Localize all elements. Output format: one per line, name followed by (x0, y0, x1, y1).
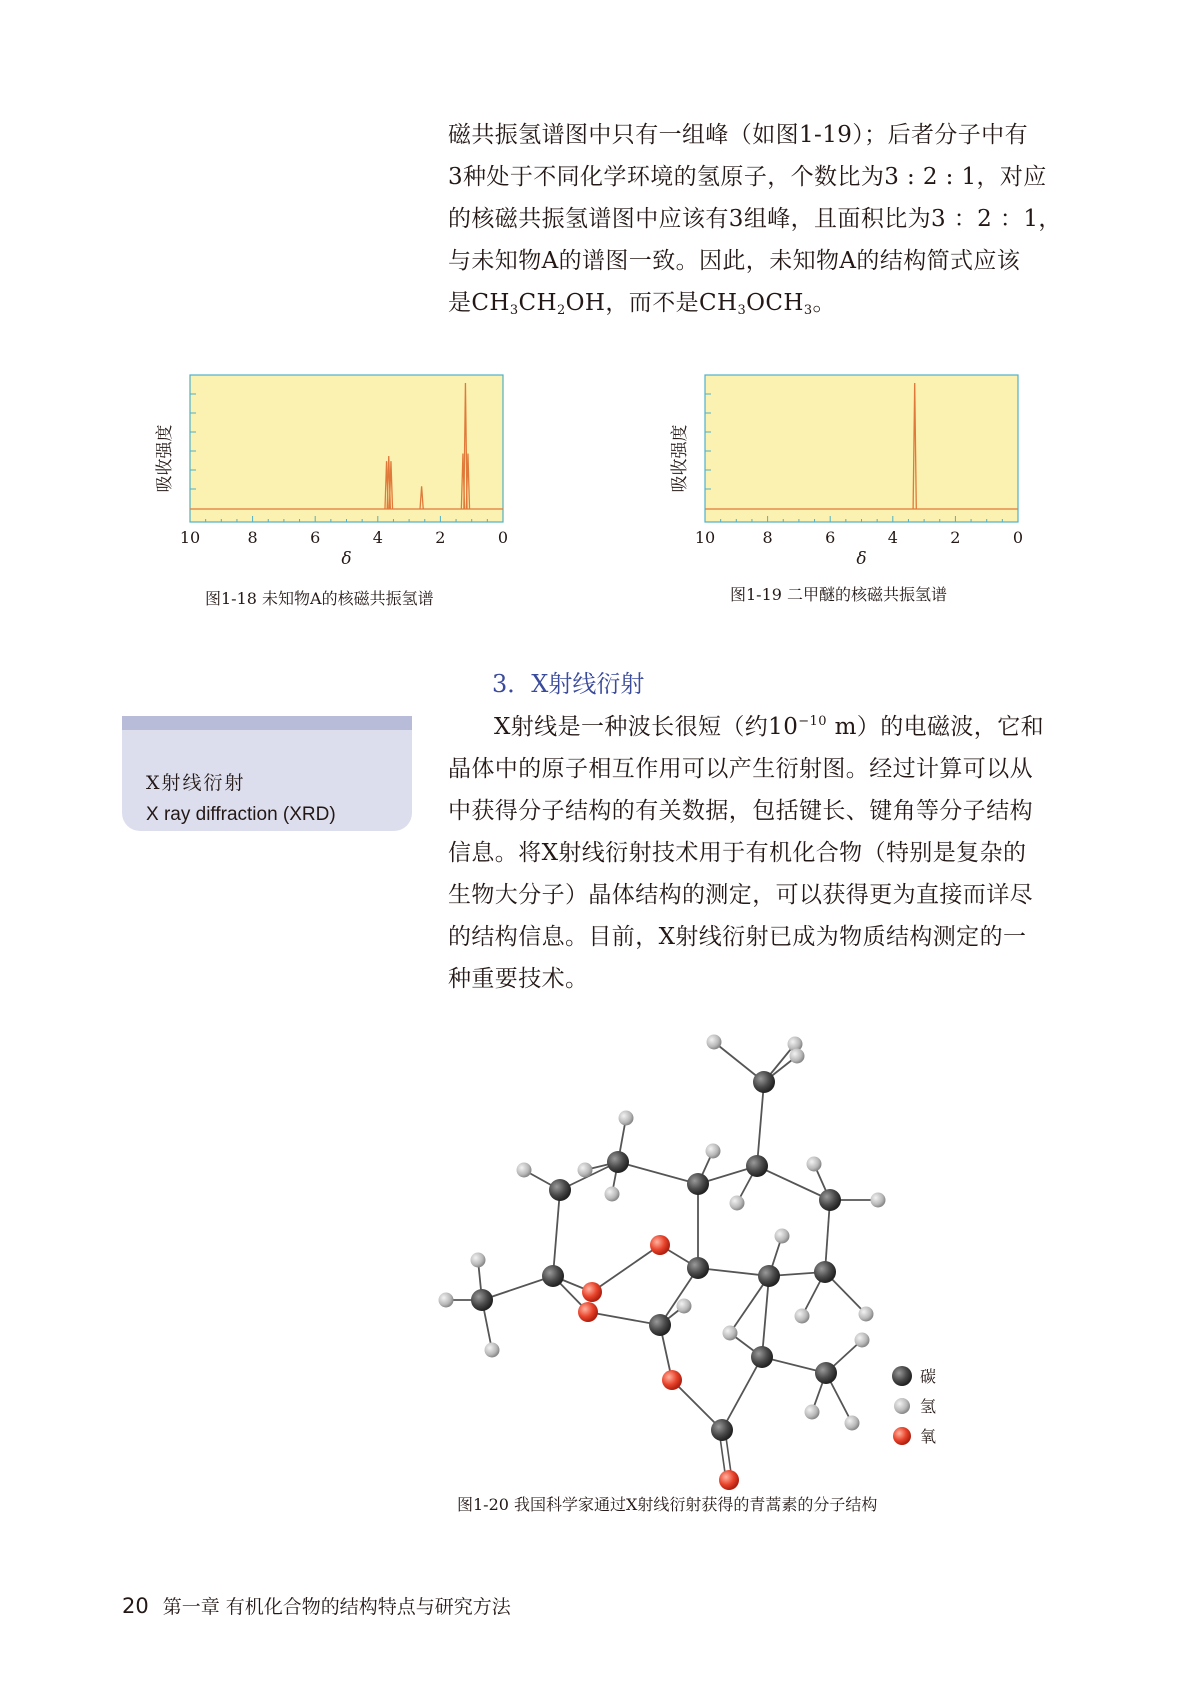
nmr-chart-dimethyl-ether (665, 365, 1035, 575)
carbon-atom (549, 1179, 571, 1201)
carbon-atom (687, 1173, 709, 1195)
carbon-atom (758, 1265, 780, 1287)
x-tick-label: 0 (1012, 528, 1024, 547)
x-tick-label: 8 (762, 528, 773, 547)
exponent: −10 (798, 714, 827, 729)
carbon-atom (607, 1151, 629, 1173)
x-tick-label: 8 (247, 528, 258, 547)
xrd-line: 生物大分子）晶体结构的测定，可以获得更为直接而详尽 (448, 882, 1033, 908)
hydrogen-atom (619, 1111, 634, 1126)
hydrogen-atom (845, 1416, 860, 1431)
nmr-chart-unknown-a (150, 365, 520, 575)
carbon-atom (471, 1289, 493, 1311)
figure-caption-1-18: 图1-18 未知物A的核磁共振氢谱 (205, 589, 434, 608)
x-tick-label: 2 (950, 528, 961, 547)
carbon-atom (687, 1257, 709, 1279)
xrd-line: 的结构信息。目前，X射线衍射已成为物质结构测定的一 (448, 924, 1027, 950)
intro-line: 的核磁共振氢谱图中应该有3组峰，且面积比为3 ：2 ：1， (448, 206, 1062, 232)
carbon-atom (814, 1261, 836, 1283)
bond (762, 1276, 769, 1357)
oxygen-atom (578, 1302, 598, 1322)
carbon-atom (649, 1314, 671, 1336)
xrd-line: 信息。将X射线衍射技术用于有机化合物（特别是复杂的 (448, 840, 1027, 866)
x-tick-label: 6 (825, 528, 836, 547)
carbon-atom (819, 1189, 841, 1211)
carbon-atom (542, 1265, 564, 1287)
y-axis-label: 吸收强度 (670, 424, 690, 493)
intro-line: 与未知物A的谱图一致。因此，未知物A的结构简式应该 (448, 248, 1021, 274)
hydrogen-atom (439, 1293, 454, 1308)
molecule-legend (892, 1366, 936, 1446)
hydrogen-atom (807, 1157, 822, 1172)
bond (757, 1082, 764, 1166)
hydrogen-atom (485, 1343, 500, 1358)
oxygen-atom (662, 1370, 682, 1390)
x-tick-label: 6 (310, 528, 321, 547)
figure-caption-1-20: 图1-20 我国科学家通过X射线衍射获得的青蒿素的分子结构 (457, 1495, 878, 1514)
hydrogen-atom (605, 1187, 620, 1202)
bond (592, 1245, 660, 1292)
page-number: 20 (122, 1594, 149, 1618)
bond (757, 1166, 830, 1200)
oxygen-atom (582, 1282, 602, 1302)
hydrogen-atom (730, 1196, 745, 1211)
xrd-paragraph (448, 706, 1068, 1000)
term-sidebox (122, 716, 412, 831)
hydrogen-atom (723, 1326, 738, 1341)
figure-caption-1-19: 图1-19 二甲醚的核磁共振氢谱 (730, 585, 948, 604)
hydrogen-atom (859, 1307, 874, 1322)
x-tick-label: 4 (887, 528, 898, 547)
oxygen-atom (719, 1470, 739, 1490)
plot-area (190, 375, 503, 522)
hydrogen-atom (795, 1309, 810, 1324)
intro-line-formulas: 是$CH_3CH_2OH$，而不是$CH_3OCH_3$。 (448, 290, 836, 318)
legend-label: 氧 (920, 1427, 937, 1446)
intro-line: 磁共振氢谱图中只有一组峰（如图1-19）；后者分子中有 (448, 122, 1028, 148)
hydrogen-atom (471, 1253, 486, 1268)
hydrogen-atom (775, 1229, 790, 1244)
x-tick-label: 4 (372, 528, 383, 547)
legend-label: 氢 (920, 1397, 937, 1416)
carbon-atom (746, 1155, 768, 1177)
legend-swatch (893, 1427, 911, 1445)
xrd-line: 晶体中的原子相互作用可以产生衍射图。经过计算可以从 (448, 756, 1033, 782)
x-tick-label: 2 (435, 528, 446, 547)
hydrogen-atom (805, 1405, 820, 1420)
hydrogen-atom (677, 1299, 692, 1314)
formula-text: ，而不是CH (605, 290, 738, 316)
x-tick-label: 0 (497, 528, 509, 547)
xrd-line: 中获得分子结构的有关数据，包括键长、键角等分子结构 (448, 798, 1033, 824)
chapter-title: 第一章 有机化合物的结构特点与研究方法 (162, 1596, 511, 1618)
bond (618, 1162, 698, 1184)
xrd-line: 种重要技术。 (448, 966, 589, 992)
carbon-atom (751, 1346, 773, 1368)
legend-label: 碳 (920, 1367, 937, 1386)
xrd-text: X射线是一种波长很短（约10 (494, 714, 799, 740)
xrd-line (448, 706, 1068, 748)
carbon-atom (815, 1362, 837, 1384)
legend-swatch (892, 1366, 912, 1386)
legend-swatch (894, 1398, 910, 1414)
artemisinin-molecule (430, 1020, 950, 1480)
oxygen-atom (650, 1235, 670, 1255)
bond (722, 1357, 762, 1430)
x-axis-label: δ (856, 549, 867, 569)
bond (482, 1276, 553, 1300)
intro-paragraph (448, 114, 1068, 324)
hydrogen-atom (578, 1163, 593, 1178)
hydrogen-atom (707, 1035, 722, 1050)
formula-text: 是CH (448, 290, 510, 316)
x-tick-label: 10 (694, 528, 716, 547)
xrd-text: m）的电磁波，它和 (826, 714, 1045, 740)
term-english: X ray diffraction (XRD) (146, 804, 336, 825)
intro-line: 3种处于不同化学环境的氢原子，个数比为3 : 2 : 1，对应 (448, 164, 1047, 190)
hydrogen-atom (517, 1163, 532, 1178)
term-chinese: X射线衍射 (146, 772, 246, 794)
bond (553, 1190, 560, 1276)
y-axis-label: 吸收强度 (155, 424, 175, 493)
page-footer (122, 1592, 511, 1619)
carbon-atom (753, 1071, 775, 1093)
plot-area (705, 375, 1018, 522)
hydrogen-atom (790, 1049, 805, 1064)
hydrogen-atom (871, 1193, 886, 1208)
x-axis-label: δ (341, 549, 352, 569)
x-tick-label: 10 (179, 528, 201, 547)
hydrogen-atom (855, 1333, 870, 1348)
carbon-atom (711, 1419, 733, 1441)
hydrogen-atom (706, 1144, 721, 1159)
section-heading: 3．X射线衍射 (492, 670, 645, 698)
